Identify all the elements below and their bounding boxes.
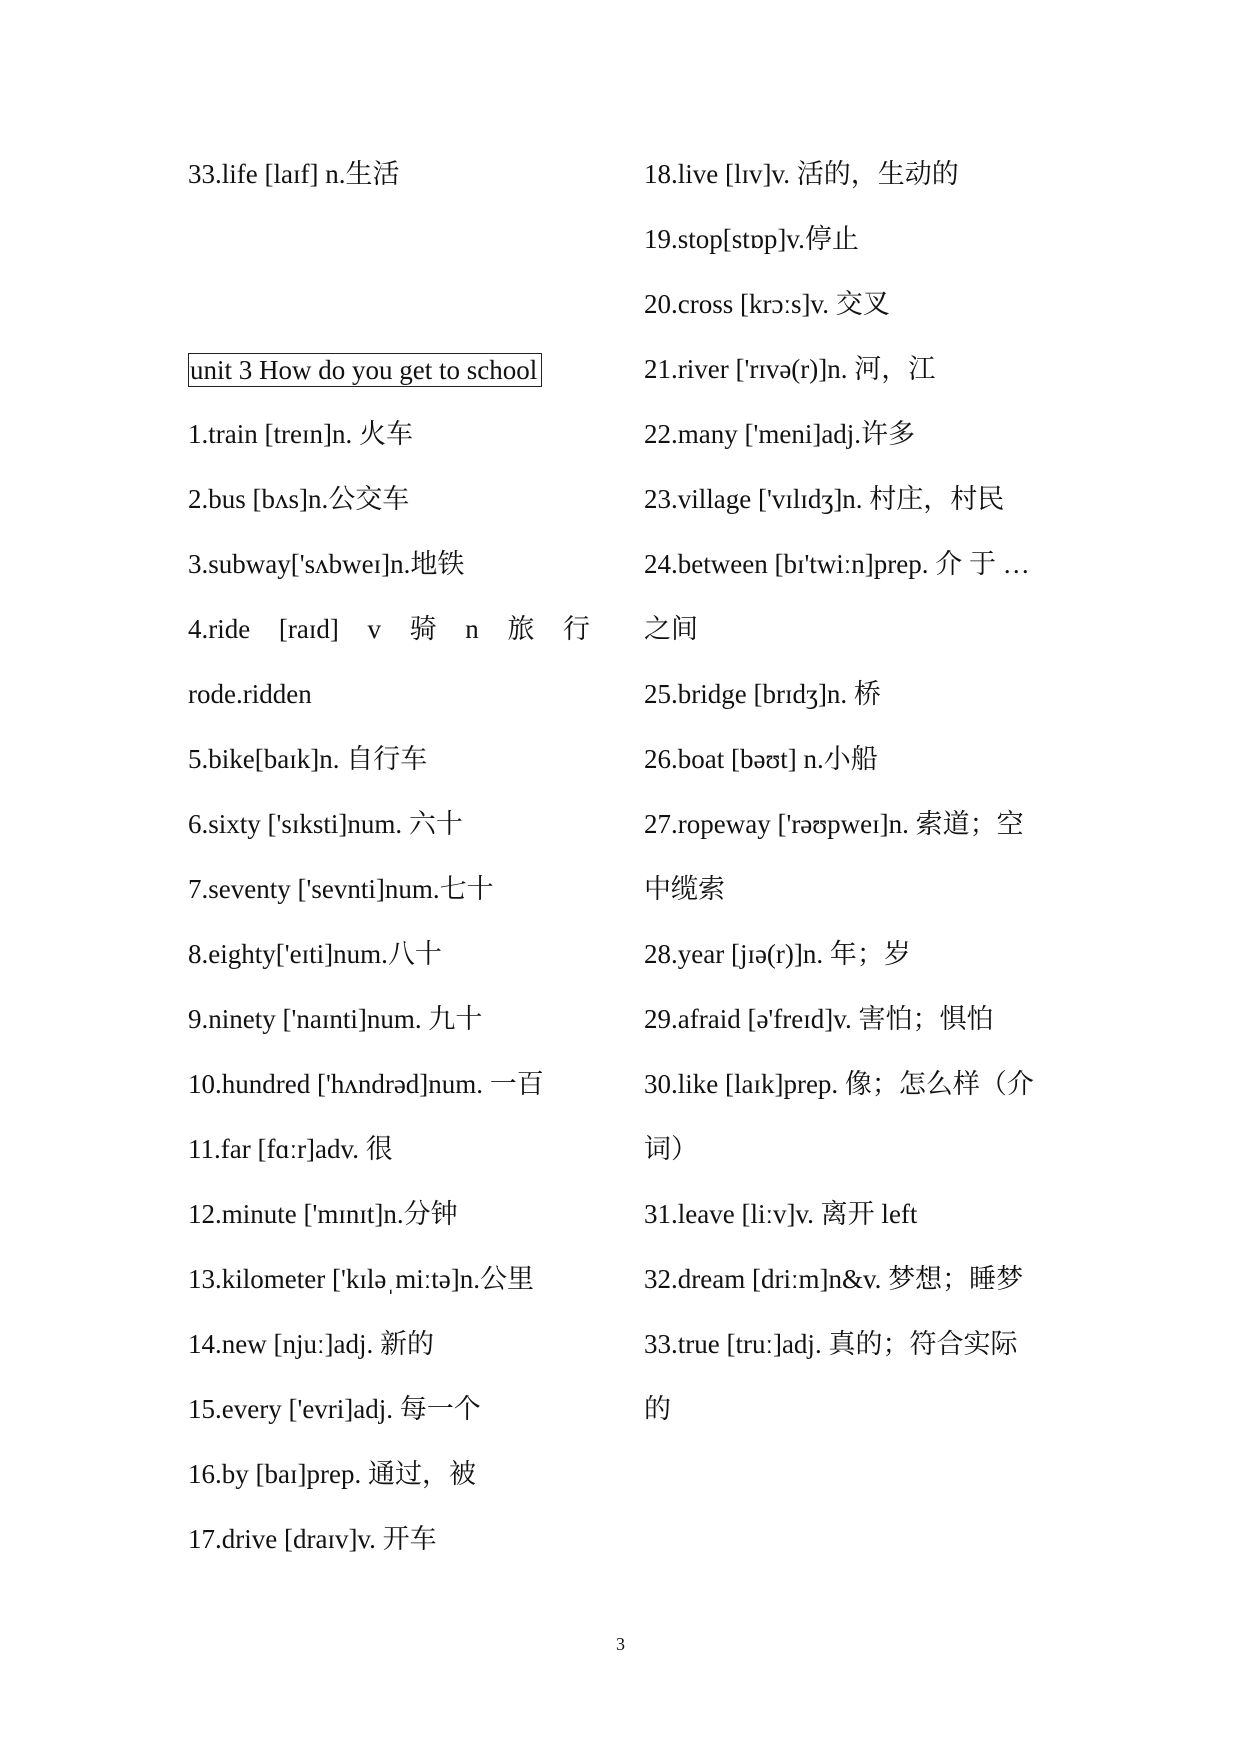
vocab-entry-ride [188,609,590,674]
vocab-entry: 21.river ['rɪvə(r)]n. 河，江 [644,354,936,384]
unit-title-box: unit 3 How do you get to school [188,353,542,387]
vocab-entry: 17.drive [draɪv]v. 开车 [188,1524,437,1554]
vocab-entry: 8.eighty['eɪti]num.八十 [188,939,442,969]
vocab-entry: 33.true [truː]adj. 真的；符合实际 [644,1329,1018,1359]
ride-token: 行 [562,614,590,644]
vocab-entry: 19.stop[stɒp]v.停止 [644,224,859,254]
vocab-entry: 33.life [laɪf] n.生活 [188,159,400,189]
ride-token: 4.ride [188,614,251,644]
vocab-entry: 18.live [lɪv]v. 活的，生动的 [644,159,959,189]
blank-line [188,284,593,349]
vocab-entry: 3.subway['sʌbweɪ]n.地铁 [188,549,465,579]
vocab-entry-continuation: 词） [644,1134,698,1164]
vocab-entry: 2.bus [bʌs]n.公交车 [188,484,410,514]
vocab-entry: 31.leave [liːv]v. 离开 left [644,1199,918,1229]
ride-token: 旅 [507,614,535,644]
vocab-entry: 26.boat [bəʊt] n.小船 [644,744,878,774]
ride-token: 骑 [409,614,437,644]
vocab-entry: 15.every ['evri]adj. 每一个 [188,1394,481,1424]
vocab-entry: 29.afraid [ə'freɪd]v. 害怕；惧怕 [644,1004,994,1034]
vocab-entry: 27.ropeway ['rəʊpweɪ]n. 索道；空 [644,809,1024,839]
vocab-entry-continuation: 中缆索 [644,874,725,904]
vocab-entry: 10.hundred ['hʌndrəd]num. 一百 [188,1069,544,1099]
left-column [188,154,593,1584]
ride-token: v [367,614,381,644]
vocab-entry: 13.kilometer ['kɪləˌmiːtə]n.公里 [188,1264,535,1294]
vocab-entry: 22.many ['meni]adj.许多 [644,419,916,449]
vocab-entry: 16.by [baɪ]prep. 通过，被 [188,1459,476,1489]
vocab-entry: 9.ninety ['naɪnti]num. 九十 [188,1004,483,1034]
ride-token: [raɪd] [278,614,339,644]
vocab-entry-continuation: rode.ridden [188,679,312,709]
vocab-entry: 7.seventy ['sevnti]num.七十 [188,874,494,904]
right-column [644,154,1059,1454]
blank-line [188,219,593,284]
vocab-entry: 30.like [laɪk]prep. 像；怎么样（介 [644,1069,1034,1099]
vocab-entry: 25.bridge [brɪdʒ]n. 桥 [644,679,881,709]
vocab-entry-continuation: 的 [644,1394,671,1424]
ride-token: n [465,614,479,644]
vocab-entry: 32.dream [driːm]n&v. 梦想；睡梦 [644,1264,1024,1294]
vocab-entry: 14.new [njuː]adj. 新的 [188,1329,434,1359]
vocab-entry: 20.cross [krɔːs]v. 交叉 [644,289,890,319]
vocab-entry: 28.year [jɪə(r)]n. 年；岁 [644,939,911,969]
vocab-entry: 5.bike[baɪk]n. 自行车 [188,744,428,774]
vocab-entry: 6.sixty ['sɪksti]num. 六十 [188,809,463,839]
vocab-entry-continuation: 之间 [644,614,698,644]
unit-heading-line [188,349,593,414]
vocab-entry: 1.train [treɪn]n. 火车 [188,419,413,449]
vocab-entry: 23.village ['vɪlɪdʒ]n. 村庄，村民 [644,484,1005,514]
vocab-entry: 24.between [bɪ'twiːn]prep. 介 于 … [644,549,1030,579]
vocab-entry: 11.far [fɑːr]adv. 很 [188,1134,393,1164]
page-number: 3 [616,1634,625,1654]
vocab-entry: 12.minute ['mɪnɪt]n.分钟 [188,1199,458,1229]
